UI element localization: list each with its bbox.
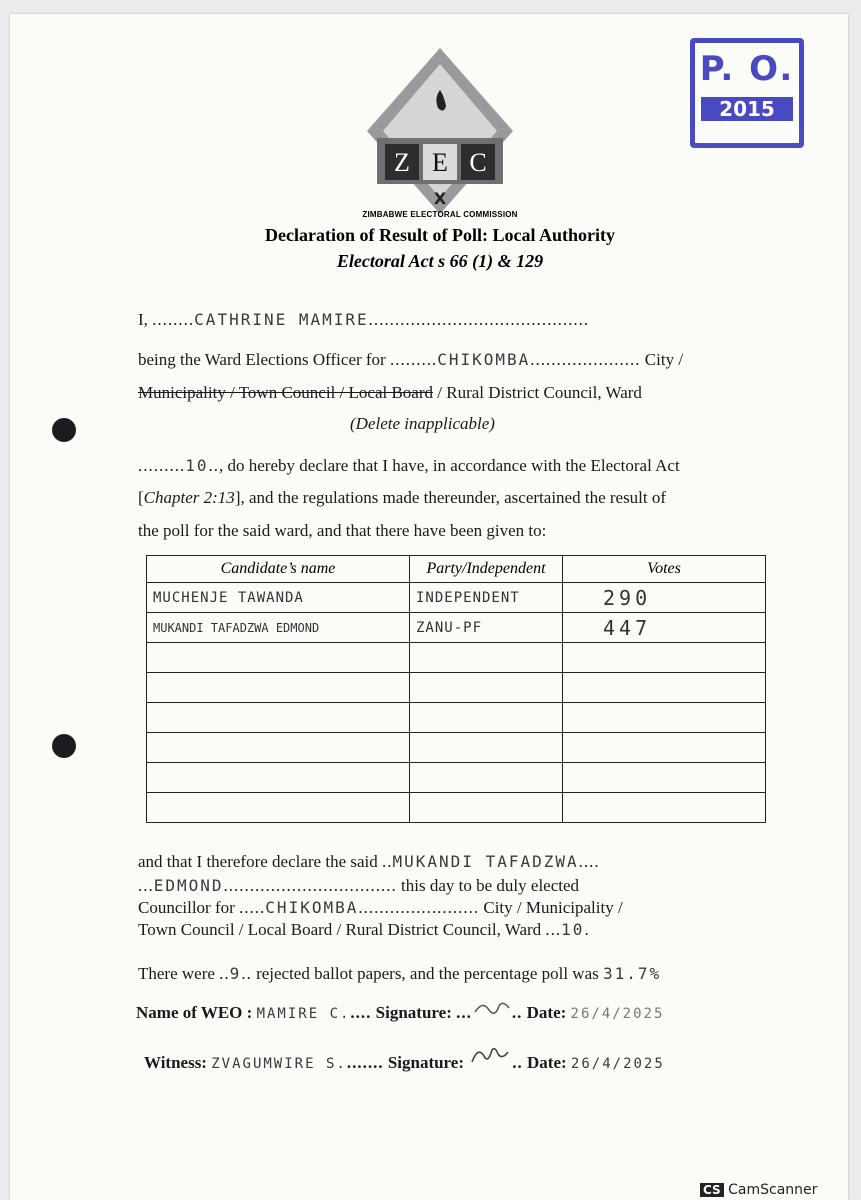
- weo-signature-label: Signature:: [375, 1003, 452, 1022]
- votes-cell: 290: [563, 583, 766, 613]
- votes-cell: [563, 673, 766, 703]
- party-cell: [410, 703, 563, 733]
- cs-logo: CS: [700, 1183, 724, 1197]
- stamp-line1: P. O.: [699, 49, 795, 89]
- witness-signature-icon: [468, 1046, 512, 1068]
- header-candidate: Candidate’s name: [147, 556, 410, 583]
- party-cell: ZANU-PF: [410, 613, 563, 643]
- struck-types: Municipality / Town Council / Local Board: [138, 383, 434, 402]
- officer-line: I, ........CATHRINE MAMIRE..........................................: [138, 310, 590, 329]
- this-day-text: this day to be duly elected: [401, 876, 580, 895]
- chapter-ref: Chapter 2:13: [143, 488, 235, 507]
- ward-declare-line: .........10.., do hereby declare that I have, in accordance with the Electoral Act: [138, 456, 680, 475]
- witness-name: ZVAGUMWIRE S.: [211, 1056, 347, 1072]
- therefore-text: and that I therefore declare the said: [138, 852, 378, 871]
- winner-second: EDMOND: [153, 876, 224, 895]
- councillor-council: CHIKOMBA: [265, 898, 359, 917]
- table-row: [147, 583, 766, 613]
- document-page: [10, 14, 848, 1200]
- ward-number: 10: [185, 456, 209, 475]
- table-header-row: [147, 556, 766, 583]
- candidate-name: MUKANDI TAFADZWA EDMOND: [147, 613, 410, 643]
- declare-text: , do hereby declare that I have, in accordance with the Electoral Act: [219, 456, 680, 475]
- votes-cell: [563, 763, 766, 793]
- candidate-name: [147, 643, 410, 673]
- party-cell: [410, 793, 563, 823]
- document-title: [210, 222, 670, 274]
- council-name: CHIKOMBA: [437, 350, 531, 369]
- chapter-rest: ], and the regulations made thereunder, ascertained the result of: [234, 488, 667, 507]
- scanner-name: CamScanner: [728, 1182, 818, 1198]
- ward-officer-line: being the Ward Elections Officer for .........CHIKOMBA..................... City /: [138, 350, 684, 369]
- logo-letter-e: E: [432, 148, 448, 177]
- chapter-line: [138, 488, 666, 508]
- officer-name: CATHRINE MAMIRE: [194, 310, 369, 329]
- punch-hole-bottom: [52, 734, 76, 758]
- candidate-name: MUCHENJE TAWANDA: [147, 583, 410, 613]
- rejected-mid: rejected ballot papers, and the percentage poll was: [256, 964, 599, 983]
- stamp-line2: 2015: [701, 97, 793, 121]
- commission-name: ZIMBABWE ELECTORAL COMMISSION: [362, 210, 518, 219]
- candidate-name: [147, 793, 410, 823]
- candidate-name: [147, 733, 410, 763]
- rdc-text: / Rural District Council, Ward: [437, 383, 642, 402]
- header-votes: Votes: [563, 556, 766, 583]
- elected-line: ...EDMOND................................. this day to be duly elected: [138, 876, 580, 895]
- punch-hole-top: [52, 418, 76, 442]
- types-ward-line: Town Council / Local Board / Rural District Council, Ward ...10.: [138, 920, 590, 939]
- percentage-poll: 31.7%: [603, 964, 662, 983]
- party-cell: [410, 733, 563, 763]
- delete-note: (Delete inapplicable): [350, 414, 495, 433]
- table-row: [147, 643, 766, 673]
- rejected-count: 9: [229, 964, 242, 983]
- zec-logo: [365, 46, 515, 221]
- votes-cell: [563, 793, 766, 823]
- being-text: being the Ward Elections Officer for: [138, 350, 386, 369]
- po-stamp: [690, 38, 804, 148]
- winner-first: MUKANDI TAFADZWA: [392, 852, 579, 871]
- weo-name: MAMIRE C.: [256, 1006, 351, 1022]
- candidate-name: [147, 703, 410, 733]
- logo-letter-z: Z: [394, 148, 410, 177]
- city-municipality-text: City / Municipality /: [483, 898, 623, 917]
- councillor-text: Councillor for: [138, 898, 235, 917]
- votes-cell: 447: [563, 613, 766, 643]
- witness-signature-label: Signature:: [387, 1053, 465, 1072]
- result-ward: 10: [561, 920, 585, 939]
- table-row: [147, 673, 766, 703]
- candidate-name: [147, 673, 410, 703]
- winner-line: and that I therefore declare the said ..MUKANDI TAFADZWA....: [138, 852, 600, 871]
- table-row: [147, 733, 766, 763]
- witness-line: Witness: ZVAGUMWIRE S........ Signature: .. Date: 26/4/2025: [144, 1046, 665, 1073]
- table-row: [147, 613, 766, 643]
- party-cell: INDEPENDENT: [410, 583, 563, 613]
- rejected-line: There were ..9.. rejected ballot papers, and the percentage poll was 31.7%: [138, 964, 662, 983]
- header-party: Party/Independent: [410, 556, 563, 583]
- weo-line: Name of WEO : MAMIRE C..... Signature: ... .. Date: 26/4/2025: [136, 1000, 664, 1023]
- party-cell: [410, 643, 563, 673]
- witness-label: Witness:: [144, 1053, 207, 1072]
- votes-cell: [563, 733, 766, 763]
- title-line: Declaration of Result of Poll: Local Authority: [265, 225, 615, 245]
- poll-line: the poll for the said ward, and that there have been given to:: [138, 521, 547, 540]
- party-cell: [410, 673, 563, 703]
- weo-label: Name of WEO :: [136, 1003, 253, 1022]
- table-row: [147, 703, 766, 733]
- party-cell: [410, 763, 563, 793]
- votes-cell: [563, 703, 766, 733]
- authority-type-line: [138, 383, 642, 403]
- city-text: City /: [644, 350, 684, 369]
- candidate-name: [147, 763, 410, 793]
- witness-date: 26/4/2025: [570, 1056, 665, 1072]
- logo-mark: X: [433, 189, 447, 208]
- logo-letter-c: C: [469, 148, 487, 177]
- weo-date: 26/4/2025: [570, 1006, 665, 1022]
- witness-date-label: Date:: [527, 1053, 567, 1072]
- weo-signature-icon: [472, 1000, 512, 1018]
- votes-cell: [563, 643, 766, 673]
- bracket-open: [: [138, 488, 144, 507]
- types-text: Town Council / Local Board / Rural District Council, Ward: [138, 920, 542, 939]
- subtitle-line: Electoral Act s 66 (1) & 129: [336, 251, 544, 271]
- councillor-line: Councillor for .....CHIKOMBA....................... City / Municipality /: [138, 898, 623, 917]
- rejected-prefix: There were: [138, 964, 215, 983]
- i-label: I,: [138, 310, 148, 329]
- table-row: [147, 763, 766, 793]
- table-row: [147, 793, 766, 823]
- results-table: [146, 555, 766, 823]
- camscanner-badge: [700, 1182, 840, 1200]
- weo-date-label: Date:: [526, 1003, 567, 1022]
